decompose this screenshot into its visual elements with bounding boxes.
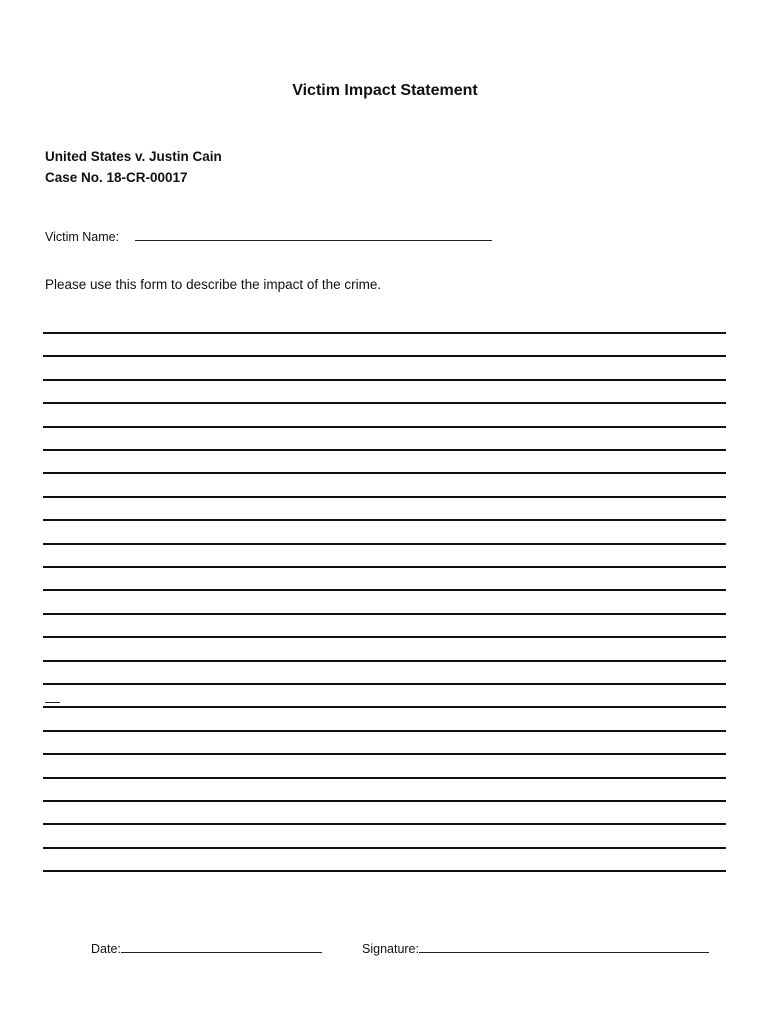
signature-row (362, 940, 709, 956)
writing-line (43, 519, 726, 521)
date-row (91, 940, 322, 956)
writing-line (43, 847, 726, 849)
document-title: Victim Impact Statement (292, 82, 478, 99)
writing-line (43, 683, 726, 685)
signature-field[interactable] (419, 940, 709, 953)
date-field[interactable] (121, 940, 322, 953)
writing-line (43, 800, 726, 802)
writing-line (43, 730, 726, 732)
writing-line (43, 777, 726, 779)
writing-line (43, 472, 726, 474)
form-instructions: Please use this form to describe the impact of the crime. (45, 277, 382, 292)
writing-line (43, 426, 726, 428)
writing-line (43, 332, 726, 334)
writing-line (43, 636, 726, 638)
writing-line (43, 613, 726, 615)
writing-line (43, 379, 726, 381)
writing-line (43, 402, 726, 404)
writing-line (43, 543, 726, 545)
writing-line (43, 823, 726, 825)
victim-name-label: Victim Name: (45, 230, 120, 244)
writing-line (43, 660, 726, 662)
writing-line (43, 449, 726, 451)
writing-line (43, 589, 726, 591)
underline-mark (45, 702, 60, 703)
writing-line (43, 355, 726, 357)
case-caption: United States v. Justin Cain (45, 149, 222, 164)
case-number: Case No. 18-CR-00017 (45, 170, 188, 185)
writing-line (43, 706, 726, 708)
writing-line (43, 496, 726, 498)
date-label: Date: (91, 942, 121, 956)
writing-line (43, 566, 726, 568)
writing-area[interactable] (43, 0, 726, 1024)
writing-line (43, 753, 726, 755)
writing-line (43, 870, 726, 872)
signature-label: Signature: (362, 942, 419, 956)
